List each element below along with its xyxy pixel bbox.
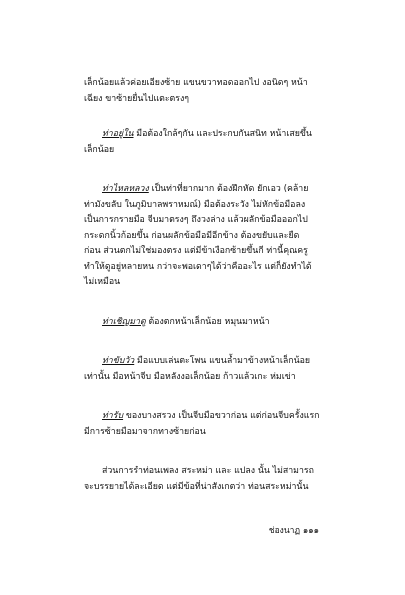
paragraph-1 (84, 76, 320, 107)
text-line: ทำให้ดูอยู่หลายหน กว่าจะพอเดาๆได้ว่าคืออะไร แต่ก็ยังทำได้ (84, 261, 312, 272)
text-line: เฉียง ขาซ้ายยื่นไปแตะตรงๆ (84, 93, 190, 104)
text-line (84, 315, 320, 331)
page-body (84, 76, 320, 495)
text-line (84, 354, 320, 370)
text-line: กระดกนิ้วก้อยขึ้น ก่อนผลักข้อมือมีอีกข้าง ต้องขยับและยืด (84, 230, 300, 241)
text-line: จะบรรยายได้ละเอียด แต่มีข้อที่น่าสังเกตว่า ท่อนสระหม่านั้น (84, 481, 309, 492)
dance-term: ท่ารับ (102, 411, 124, 421)
text-line: มีการซ้ายมือมาจากทางซ้ายก่อน (84, 426, 206, 437)
dance-term: ท่าอยู่ใน (102, 129, 134, 139)
paragraph-3 (84, 182, 320, 291)
term-description: ต้องตกหน้าเล็กน้อย หมุนมาหน้า (145, 316, 270, 327)
text-line: เป็นการกรายมือ จีบมาตรงๆ ถึงวงล่าง แล้วผลักข้อมือออกไป (84, 215, 308, 225)
paragraph-5 (84, 354, 320, 385)
text-line: ไม่เหมือน (84, 277, 121, 287)
term-description: มือต้องใกล้ๆกัน และประกบกันสนิท หน้าเสยขึ้น (133, 129, 312, 139)
dance-term: ท่าขับวัว (102, 356, 135, 366)
term-description: มือแบบเล่นตะโพน แขนล้ำมาข้างหน้าเล็กน้อย (134, 356, 311, 366)
text-line: ก่อน ส่วนตกไม่ใช่มองตรง แต่มีข้าเงือกซ้ายขึ้นกี ท่านี้คุณครู (84, 246, 308, 256)
text-line: ส่วนการรำท่อนเพลง สระหม่า และ แปลง นั้น ไม่สามารถ (102, 466, 314, 476)
paragraph-2 (84, 127, 320, 158)
page-footer: ช่องนาฏ ๑๑๑ (268, 526, 319, 536)
term-description: ของบางสรวง เป็นจีบมือขวาก่อน แต่ก่อนจีบครั้งแรก (123, 411, 320, 421)
dance-term: ท่าเชิญมาดู (102, 316, 146, 327)
text-line: ท่ามังขลับ ในภูมิบาลพราหมณ์) มือต้องระวัง ไม่หักข้อมือลง (84, 199, 306, 210)
text-line (84, 409, 320, 425)
text-line: เท่านั้น มือหน้าจีบ มือหลังงอเล็กน้อย ก้าวแล้วเกะ ห่มเข่า (84, 371, 296, 382)
text-line: เล็กน้อย (84, 144, 115, 155)
paragraph-4 (84, 315, 320, 331)
paragraph-7 (84, 464, 320, 495)
paragraph-6 (84, 409, 320, 440)
text-line (84, 127, 320, 143)
text-line (84, 182, 320, 198)
dance-term: ท่าไหลหลวง (102, 184, 149, 194)
term-description: เป็นท่าที่ยากมาก ต้องฝึกหัด ยักเอว (คล้าย (148, 184, 309, 194)
text-line: เล็กน้อยแล้วค่อยเอียงซ้าย แขนขวาทอดออกไป งอนิดๆ หน้า (84, 78, 308, 88)
